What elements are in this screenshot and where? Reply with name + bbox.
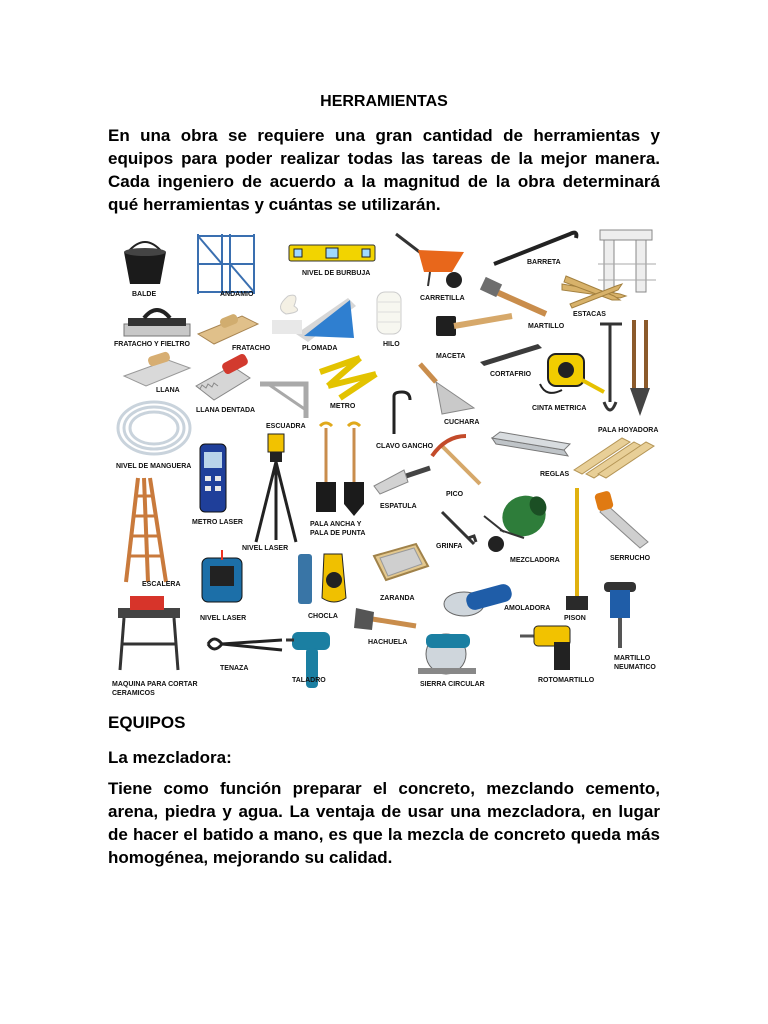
- label-plomada: PLOMADA: [302, 345, 338, 352]
- subheading: La mezcladora:: [108, 748, 232, 767]
- label-serrucho: SERRUCHO: [610, 555, 651, 562]
- notched-trowel-image: [192, 356, 254, 404]
- label-nivel-laser-2: NIVEL LASER: [200, 615, 247, 622]
- circular-saw-image: [416, 628, 478, 678]
- label-cuchara: CUCHARA: [444, 419, 480, 426]
- chalk-line-image: [294, 544, 354, 608]
- label-amoladora: AMOLADORA: [504, 605, 551, 612]
- label-cortafrio: CORTAFRIO: [490, 371, 532, 378]
- jackhammer-image: [596, 580, 644, 650]
- label-andamio: ANDAMIO: [220, 291, 254, 298]
- bubble-level-image: [288, 242, 376, 264]
- pincers-image: [204, 630, 284, 660]
- label-pison: PISON: [564, 615, 586, 622]
- string-spool-image: [374, 288, 404, 338]
- label-nivel-manguera: NIVEL DE MANGUERA: [116, 463, 192, 470]
- cross-line-laser-image: [196, 550, 248, 606]
- hook-nail-image: [388, 390, 414, 436]
- sieve-image: [370, 540, 430, 586]
- laser-meter-image: [198, 442, 228, 514]
- label-martillo: MARTILLO: [528, 323, 565, 330]
- label-mezcladora: MEZCLADORA: [510, 557, 560, 564]
- wheelbarrow-image: [394, 230, 470, 290]
- stakes-image: [560, 274, 630, 308]
- label-nivel-burbuja: NIVEL DE BURBUJA: [302, 270, 371, 277]
- label-martillo-neumatico: MARTILLO NEUMATICO: [614, 655, 656, 671]
- label-fratacho-fieltro: FRATACHO Y FIELTRO: [114, 341, 190, 348]
- label-escalera: ESCALERA: [142, 581, 181, 588]
- tools-collage: [108, 222, 660, 704]
- tubing-coil-image: [114, 398, 194, 458]
- shovels-image: [312, 420, 368, 518]
- angle-grinder-image: [442, 568, 514, 626]
- label-pico: PICO: [446, 491, 464, 498]
- square-image: [258, 380, 310, 420]
- label-rotomartillo: ROTOMARTILLO: [538, 677, 595, 684]
- label-barreta: BARRETA: [527, 259, 561, 266]
- tripod-laser-image: [252, 432, 300, 544]
- folding-ruler-image: [316, 352, 386, 402]
- plumb-bob-image: [264, 288, 364, 344]
- label-tenaza: TENAZA: [220, 665, 249, 672]
- handsaw-image: [594, 490, 650, 550]
- label-escuadra: ESCUADRA: [266, 423, 306, 430]
- hatchet-image: [352, 602, 418, 638]
- label-llana-dentada: LLANA DENTADA: [196, 407, 256, 414]
- label-maquina-ceramicos: MAQUINA PARA CORTAR CERAMICOS: [112, 681, 198, 697]
- label-pala-ancha: PALA ANCHA Y PALA DE PUNTA: [310, 521, 366, 537]
- label-metro-laser: METRO LASER: [192, 519, 243, 526]
- label-sierra-circular: SIERRA CIRCULAR: [420, 681, 485, 688]
- label-espatula: ESPATULA: [380, 503, 417, 510]
- label-clavo-gancho: CLAVO GANCHO: [376, 443, 434, 450]
- metal-profile-image: [490, 428, 570, 458]
- body-paragraph: Tiene como función preparar el concreto, mezclando cemento, arena, piedra y agua. La ventaja de usar una mezcladora, en lugar de hacer el batido a mano, es que la mezcla de concreto queda más homogénea, mejorando su calidad.: [108, 779, 660, 867]
- label-fratacho: FRATACHO: [232, 345, 271, 352]
- trowel-image: [120, 352, 192, 388]
- wooden-float-image: [194, 308, 260, 348]
- tamper-image: [562, 486, 592, 614]
- label-maceta: MACETA: [436, 353, 466, 360]
- spatula-image: [372, 464, 432, 496]
- label-balde: BALDE: [132, 291, 157, 298]
- cold-chisel-image: [478, 340, 544, 366]
- bucket-image: [120, 232, 170, 287]
- label-cinta-metrica: CINTA METRICA: [532, 405, 587, 412]
- label-nivel-laser-1: NIVEL LASER: [242, 545, 289, 552]
- label-llana: LLANA: [156, 387, 180, 394]
- pickaxe-image: [430, 434, 486, 488]
- label-hachuela: HACHUELA: [368, 639, 408, 646]
- label-reglas: REGLAS: [540, 471, 570, 478]
- cement-mixer-image: [480, 486, 552, 556]
- rotary-hammer-image: [518, 622, 582, 674]
- post-hole-digger-image: [596, 318, 654, 422]
- intro-paragraph: En una obra se requiere una gran cantidad de herramientas y equipos para poder realizar todas las tareas de la mejor manera. Cada ingeniero de acuerdo a la magnitud de la obra determinará qué herramientas y cuántas se utilizarán.: [108, 126, 660, 214]
- label-metro: METRO: [330, 403, 356, 410]
- bricklayer-trowel-image: [414, 360, 478, 416]
- section-heading: EQUIPOS: [108, 713, 186, 732]
- label-chocla: CHOCLA: [308, 613, 338, 620]
- label-estacas: ESTACAS: [573, 311, 606, 318]
- scaffold-image: [192, 232, 260, 296]
- label-pala-hoyadora: PALA HOYADORA: [598, 427, 659, 434]
- ladder-image: [122, 476, 172, 584]
- label-hilo: HILO: [383, 341, 400, 348]
- label-taladro: TALADRO: [292, 677, 326, 684]
- label-grinfa: GRINFA: [436, 543, 463, 550]
- page-title: HERRAMIENTAS: [320, 93, 448, 110]
- float-felt-image: [122, 302, 192, 342]
- boards-image: [572, 434, 656, 478]
- label-carretilla: CARRETILLA: [420, 295, 465, 302]
- label-zaranda: ZARANDA: [380, 595, 415, 602]
- tile-cutter-image: [116, 592, 182, 672]
